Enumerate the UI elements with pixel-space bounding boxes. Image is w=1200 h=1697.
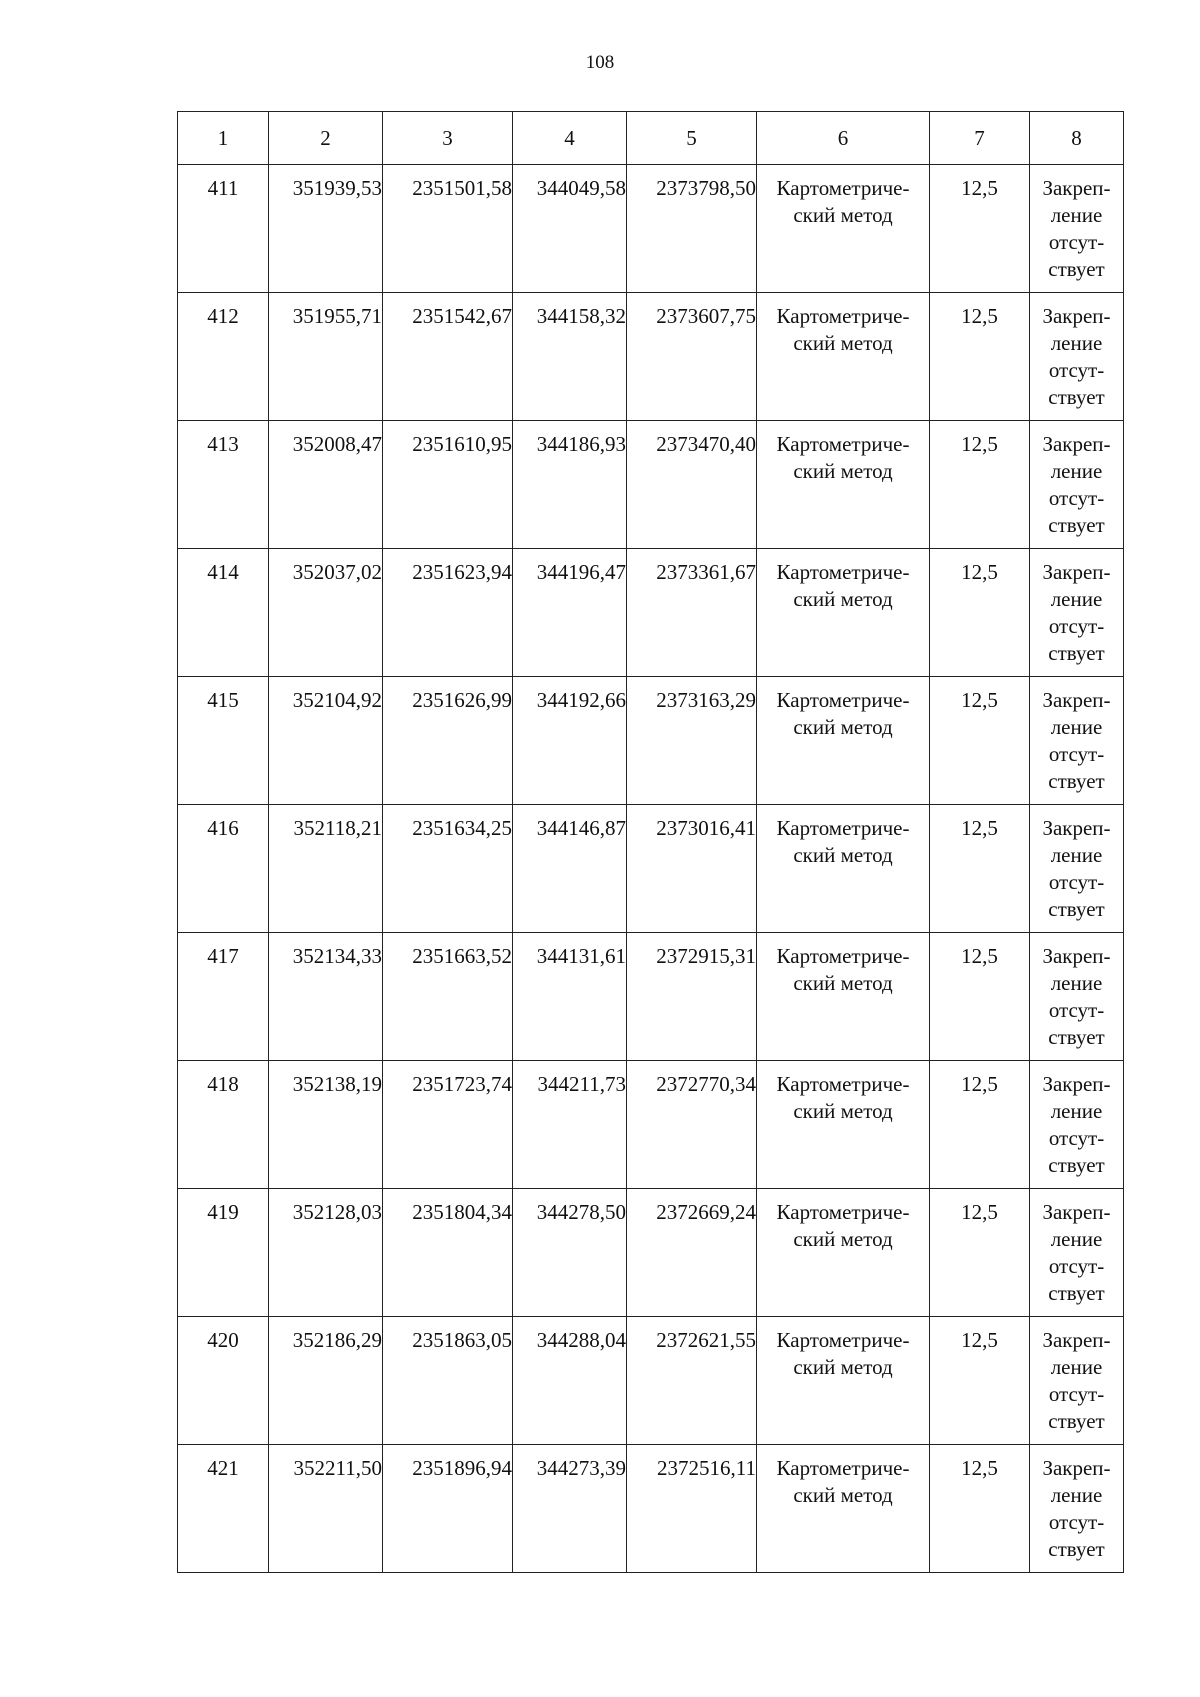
coord-cell-2: 352008,47 bbox=[269, 421, 383, 549]
fixing-line: ление bbox=[1050, 587, 1103, 611]
coord-cell-2: 352104,92 bbox=[269, 677, 383, 805]
header-cell-6: 6 bbox=[757, 112, 930, 165]
fixing-line: ление bbox=[1050, 459, 1103, 483]
table-row bbox=[178, 421, 1124, 549]
fixing-cell bbox=[1030, 165, 1124, 293]
coord-cell-5: 2373163,29 bbox=[627, 677, 757, 805]
precision-cell: 12,5 bbox=[930, 805, 1030, 933]
method-line: ский метод bbox=[793, 715, 893, 739]
table-row bbox=[178, 933, 1124, 1061]
method-cell bbox=[757, 1061, 930, 1189]
fixing-line: ствует bbox=[1048, 897, 1105, 921]
coord-cell-2: 352134,33 bbox=[269, 933, 383, 1061]
fixing-cell bbox=[1030, 293, 1124, 421]
coord-cell-2: 352186,29 bbox=[269, 1317, 383, 1445]
precision-cell: 12,5 bbox=[930, 1317, 1030, 1445]
table-row bbox=[178, 1061, 1124, 1189]
fixing-cell bbox=[1030, 805, 1124, 933]
method-cell bbox=[757, 421, 930, 549]
precision-cell: 12,5 bbox=[930, 933, 1030, 1061]
fixing-line: Закреп- bbox=[1042, 816, 1111, 840]
coord-cell-3: 2351542,67 bbox=[383, 293, 513, 421]
table-row bbox=[178, 1445, 1124, 1573]
fixing-line: отсут- bbox=[1048, 742, 1105, 766]
page-number: 108 bbox=[585, 52, 615, 73]
header-cell-3: 3 bbox=[383, 112, 513, 165]
point-number-cell: 418 bbox=[178, 1061, 269, 1189]
point-number-cell: 416 bbox=[178, 805, 269, 933]
method-cell bbox=[757, 1317, 930, 1445]
table-row bbox=[178, 549, 1124, 677]
fixing-cell bbox=[1030, 421, 1124, 549]
fixing-line: ствует bbox=[1048, 641, 1105, 665]
method-line: Картометриче- bbox=[776, 688, 910, 712]
coord-cell-3: 2351501,58 bbox=[383, 165, 513, 293]
coord-cell-4: 344049,58 bbox=[513, 165, 627, 293]
fixing-cell bbox=[1030, 677, 1124, 805]
coord-cell-3: 2351634,25 bbox=[383, 805, 513, 933]
fixing-cell bbox=[1030, 1317, 1124, 1445]
fixing-line: Закреп- bbox=[1042, 176, 1111, 200]
fixing-line: Закреп- bbox=[1042, 1456, 1111, 1480]
table-row bbox=[178, 165, 1124, 293]
fixing-line: ление bbox=[1050, 971, 1103, 995]
coord-cell-2: 352118,21 bbox=[269, 805, 383, 933]
header-cell-1: 1 bbox=[178, 112, 269, 165]
fixing-line: Закреп- bbox=[1042, 1072, 1111, 1096]
fixing-line: ствует bbox=[1048, 1153, 1105, 1177]
coord-cell-4: 344273,39 bbox=[513, 1445, 627, 1573]
method-line: Картометриче- bbox=[776, 1072, 910, 1096]
method-line: Картометриче- bbox=[776, 560, 910, 584]
precision-cell: 12,5 bbox=[930, 1061, 1030, 1189]
point-number-cell: 415 bbox=[178, 677, 269, 805]
method-line: Картометриче- bbox=[776, 1456, 910, 1480]
fixing-line: ствует bbox=[1048, 257, 1105, 281]
precision-cell: 12,5 bbox=[930, 293, 1030, 421]
coord-cell-5: 2372516,11 bbox=[627, 1445, 757, 1573]
fixing-line: ление bbox=[1050, 1227, 1103, 1251]
coord-cell-2: 352037,02 bbox=[269, 549, 383, 677]
header-cell-5: 5 bbox=[627, 112, 757, 165]
coord-cell-4: 344196,47 bbox=[513, 549, 627, 677]
point-number-cell: 411 bbox=[178, 165, 269, 293]
method-line: ский метод bbox=[793, 203, 893, 227]
fixing-line: отсут- bbox=[1048, 1510, 1105, 1534]
precision-cell: 12,5 bbox=[930, 421, 1030, 549]
table-row bbox=[178, 1189, 1124, 1317]
fixing-line: ление bbox=[1050, 331, 1103, 355]
method-line: Картометриче- bbox=[776, 944, 910, 968]
method-cell bbox=[757, 933, 930, 1061]
method-line: Картометриче- bbox=[776, 1328, 910, 1352]
fixing-line: отсут- bbox=[1048, 614, 1105, 638]
coord-cell-4: 344158,32 bbox=[513, 293, 627, 421]
table-row bbox=[178, 677, 1124, 805]
coord-cell-3: 2351626,99 bbox=[383, 677, 513, 805]
fixing-line: ление bbox=[1050, 715, 1103, 739]
precision-cell: 12,5 bbox=[930, 165, 1030, 293]
fixing-line: отсут- bbox=[1048, 1254, 1105, 1278]
fixing-line: ствует bbox=[1048, 1025, 1105, 1049]
coord-cell-4: 344186,93 bbox=[513, 421, 627, 549]
coord-cell-4: 344131,61 bbox=[513, 933, 627, 1061]
point-number-cell: 417 bbox=[178, 933, 269, 1061]
coord-cell-4: 344288,04 bbox=[513, 1317, 627, 1445]
coord-cell-3: 2351723,74 bbox=[383, 1061, 513, 1189]
coord-cell-2: 351955,71 bbox=[269, 293, 383, 421]
precision-cell: 12,5 bbox=[930, 1445, 1030, 1573]
fixing-line: Закреп- bbox=[1042, 560, 1111, 584]
fixing-line: ление bbox=[1050, 843, 1103, 867]
coord-cell-2: 352128,03 bbox=[269, 1189, 383, 1317]
header-cell-8: 8 bbox=[1030, 112, 1124, 165]
fixing-cell bbox=[1030, 1189, 1124, 1317]
coord-cell-2: 351939,53 bbox=[269, 165, 383, 293]
header-cell-2: 2 bbox=[269, 112, 383, 165]
fixing-line: отсут- bbox=[1048, 230, 1105, 254]
point-number-cell: 420 bbox=[178, 1317, 269, 1445]
point-number-cell: 419 bbox=[178, 1189, 269, 1317]
coord-cell-4: 344278,50 bbox=[513, 1189, 627, 1317]
method-cell bbox=[757, 1189, 930, 1317]
fixing-line: ствует bbox=[1048, 1281, 1105, 1305]
table-body bbox=[178, 165, 1124, 1573]
method-line: ский метод bbox=[793, 331, 893, 355]
coord-cell-3: 2351610,95 bbox=[383, 421, 513, 549]
fixing-line: отсут- bbox=[1048, 870, 1105, 894]
coord-cell-5: 2373361,67 bbox=[627, 549, 757, 677]
fixing-line: отсут- bbox=[1048, 486, 1105, 510]
header-cell-7: 7 bbox=[930, 112, 1030, 165]
table-row bbox=[178, 1317, 1124, 1445]
fixing-line: Закреп- bbox=[1042, 1328, 1111, 1352]
coord-cell-3: 2351804,34 bbox=[383, 1189, 513, 1317]
point-number-cell: 412 bbox=[178, 293, 269, 421]
precision-cell: 12,5 bbox=[930, 549, 1030, 677]
method-line: Картометриче- bbox=[776, 1200, 910, 1224]
method-cell bbox=[757, 1445, 930, 1573]
coord-cell-4: 344192,66 bbox=[513, 677, 627, 805]
coord-cell-4: 344146,87 bbox=[513, 805, 627, 933]
fixing-line: ление bbox=[1050, 1355, 1103, 1379]
fixing-line: ствует bbox=[1048, 1409, 1105, 1433]
table-header bbox=[178, 112, 1124, 165]
method-line: ский метод bbox=[793, 843, 893, 867]
method-line: Картометриче- bbox=[776, 816, 910, 840]
fixing-line: Закреп- bbox=[1042, 304, 1111, 328]
fixing-line: ствует bbox=[1048, 385, 1105, 409]
method-line: Картометриче- bbox=[776, 432, 910, 456]
fixing-line: Закреп- bbox=[1042, 688, 1111, 712]
coord-cell-5: 2373470,40 bbox=[627, 421, 757, 549]
method-line: ский метод bbox=[793, 1227, 893, 1251]
method-line: ский метод bbox=[793, 587, 893, 611]
fixing-line: ление bbox=[1050, 1483, 1103, 1507]
precision-cell: 12,5 bbox=[930, 677, 1030, 805]
fixing-line: отсут- bbox=[1048, 1382, 1105, 1406]
fixing-line: отсут- bbox=[1048, 358, 1105, 382]
method-line: ский метод bbox=[793, 971, 893, 995]
coord-cell-3: 2351663,52 bbox=[383, 933, 513, 1061]
coord-cell-2: 352138,19 bbox=[269, 1061, 383, 1189]
table-row bbox=[178, 293, 1124, 421]
fixing-line: отсут- bbox=[1048, 1126, 1105, 1150]
method-line: ский метод bbox=[793, 1483, 893, 1507]
coord-cell-3: 2351623,94 bbox=[383, 549, 513, 677]
fixing-cell bbox=[1030, 549, 1124, 677]
fixing-line: Закреп- bbox=[1042, 432, 1111, 456]
coordinates-table bbox=[177, 111, 1124, 1573]
precision-cell: 12,5 bbox=[930, 1189, 1030, 1317]
method-line: Картометриче- bbox=[776, 304, 910, 328]
fixing-line: ствует bbox=[1048, 1537, 1105, 1561]
coord-cell-5: 2373607,75 bbox=[627, 293, 757, 421]
method-line: ский метод bbox=[793, 459, 893, 483]
header-cell-4: 4 bbox=[513, 112, 627, 165]
fixing-line: отсут- bbox=[1048, 998, 1105, 1022]
coord-cell-3: 2351863,05 bbox=[383, 1317, 513, 1445]
method-cell bbox=[757, 165, 930, 293]
fixing-line: Закреп- bbox=[1042, 944, 1111, 968]
coord-cell-5: 2373798,50 bbox=[627, 165, 757, 293]
coord-cell-5: 2372770,34 bbox=[627, 1061, 757, 1189]
fixing-line: ление bbox=[1050, 203, 1103, 227]
fixing-line: ление bbox=[1050, 1099, 1103, 1123]
method-cell bbox=[757, 549, 930, 677]
fixing-cell bbox=[1030, 1061, 1124, 1189]
fixing-line: Закреп- bbox=[1042, 1200, 1111, 1224]
fixing-line: ствует bbox=[1048, 513, 1105, 537]
coord-cell-5: 2372621,55 bbox=[627, 1317, 757, 1445]
method-cell bbox=[757, 805, 930, 933]
header-row bbox=[178, 112, 1124, 165]
fixing-line: ствует bbox=[1048, 769, 1105, 793]
point-number-cell: 414 bbox=[178, 549, 269, 677]
table-row bbox=[178, 805, 1124, 933]
point-number-cell: 421 bbox=[178, 1445, 269, 1573]
fixing-cell bbox=[1030, 1445, 1124, 1573]
point-number-cell: 413 bbox=[178, 421, 269, 549]
method-cell bbox=[757, 293, 930, 421]
coord-cell-4: 344211,73 bbox=[513, 1061, 627, 1189]
coord-cell-5: 2372915,31 bbox=[627, 933, 757, 1061]
coord-cell-2: 352211,50 bbox=[269, 1445, 383, 1573]
coord-cell-5: 2373016,41 bbox=[627, 805, 757, 933]
method-line: ский метод bbox=[793, 1099, 893, 1123]
coord-cell-3: 2351896,94 bbox=[383, 1445, 513, 1573]
method-line: Картометриче- bbox=[776, 176, 910, 200]
fixing-cell bbox=[1030, 933, 1124, 1061]
coord-cell-5: 2372669,24 bbox=[627, 1189, 757, 1317]
method-line: ский метод bbox=[793, 1355, 893, 1379]
method-cell bbox=[757, 677, 930, 805]
